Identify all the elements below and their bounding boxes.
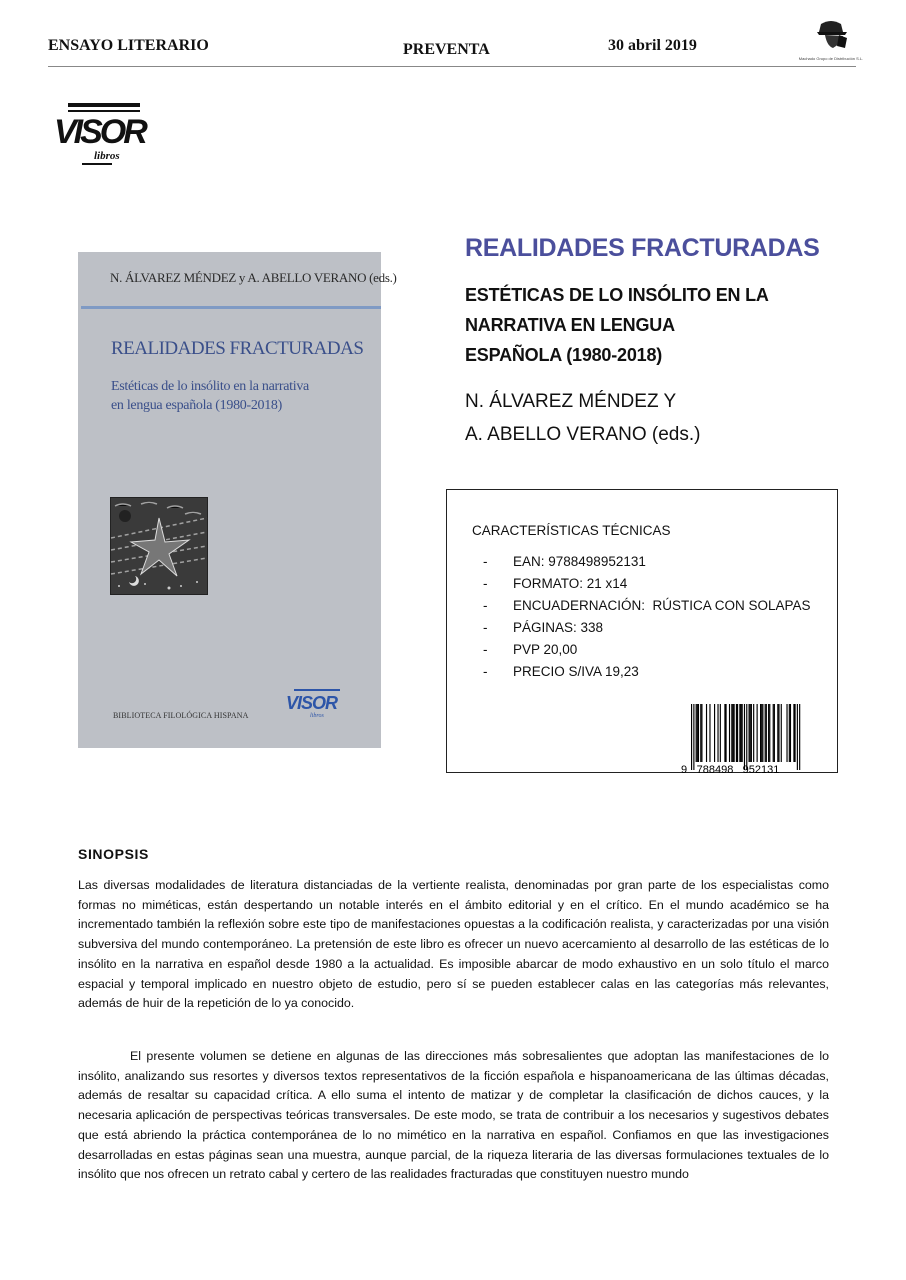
cover-rule <box>81 306 381 309</box>
barcode-bar <box>781 704 782 762</box>
book-authors <box>465 385 700 451</box>
barcode-bar <box>797 704 798 770</box>
book-title: REALIDADES FRACTURADAS <box>465 234 820 262</box>
specs-list <box>483 554 811 686</box>
barcode-digit-first: 9 <box>681 764 688 776</box>
barcode-bar <box>714 704 715 762</box>
barcode-digits-right: 952131 <box>742 764 780 776</box>
cover-subtitle <box>111 377 309 415</box>
synopsis-heading: SINOPSIS <box>78 846 149 862</box>
barcode-bar <box>760 704 761 762</box>
synopsis-paragraph: El presente volumen se detiene en algunas de las direcciones más sobresalientes que adoptan las manifestaciones de lo insólito, analizando sus resortes y diversos textos representativos de la ficción española e hispanoamericana de las últimas décadas, además de resaltar su capacidad crítica. A ello suma el intento de matizar y de completar la clasificación de dichos cauces, y la necesaria aplicación de perspectivas teóricas transversales. De este modo, se trata de contribuir a los necesarios y sugestivos debates que está abriendo la práctica contemporánea de lo no mimético en la narrativa en español. Confiamos en que las investigaciones desarrolladas en estas páginas sean una muestra, aunque parcial, de la riqueza literaria de las diversas formulaciones textuales de lo insólito que nos ofrecen un retrato cabal y certero de las realidades fracturadas que constituyen nuestro mundo <box>78 1049 829 1182</box>
cover-woodcut-illustration <box>110 497 208 595</box>
header-category: ENSAYO LITERARIO <box>48 37 209 54</box>
barcode-bar <box>697 704 698 762</box>
visor-libros-logo <box>54 101 170 167</box>
barcode-bar <box>789 704 790 762</box>
barcode-bar <box>734 704 735 762</box>
barcode-bar <box>737 704 738 762</box>
spec-pvp: PVP 20,00 <box>513 642 578 657</box>
spec-item <box>483 598 811 620</box>
author-line: A. ABELLO VERANO (eds.) <box>465 424 701 445</box>
header-date: 30 abril 2019 <box>608 37 697 54</box>
barcode-bar <box>751 704 752 762</box>
barcode-bar <box>746 704 747 770</box>
barcode-bar <box>768 704 769 762</box>
svg-text:VISOR: VISOR <box>286 693 338 713</box>
cover-authors: N. ÁLVAREZ MÉNDEZ y A. ABELLO VERANO (eds.) <box>110 270 397 285</box>
distributor-logo <box>798 18 864 62</box>
barcode-bar <box>742 704 743 762</box>
barcode-bar <box>706 704 707 762</box>
bullet: - <box>483 642 488 657</box>
cover-subtitle-line: en lengua española (1980-2018) <box>111 398 282 413</box>
spec-price-no-vat: PRECIO S/IVA 19,23 <box>513 664 639 679</box>
barcode-bar <box>729 704 730 762</box>
barcode-bar <box>750 704 751 762</box>
barcode-bar <box>696 704 697 762</box>
spec-pages: PÁGINAS: 338 <box>513 620 604 635</box>
barcode-bar <box>740 704 741 762</box>
barcode-bar <box>717 704 718 762</box>
barcode-bar <box>744 704 745 770</box>
spec-item <box>483 642 811 664</box>
barcode-bar <box>693 704 694 770</box>
svg-text:VISOR: VISOR <box>54 113 145 151</box>
bullet: - <box>483 598 488 613</box>
spec-item <box>483 620 811 642</box>
cover-title: REALIDADES FRACTURADAS <box>111 338 364 359</box>
cover-series: BIBLIOTECA FILOLÓGICA HISPANA <box>113 711 249 720</box>
barcode-bar <box>700 704 701 762</box>
author-line: N. ÁLVAREZ MÉNDEZ Y <box>465 391 677 412</box>
svg-text:Machado Grupo de Distribución: Machado Grupo de Distribución S.L. <box>798 56 864 61</box>
barcode-bar <box>773 704 774 762</box>
barcode-digits-left: 788498 <box>696 764 734 776</box>
bullet: - <box>483 554 488 569</box>
barcode-bar <box>757 704 758 762</box>
book-subtitle <box>465 280 825 370</box>
subtitle-line: ESPAÑOLA (1980-2018) <box>465 345 663 365</box>
barcode-bar <box>766 704 767 762</box>
barcode-bar <box>701 704 702 762</box>
spec-item <box>483 576 811 598</box>
barcode-bar <box>753 704 754 762</box>
svg-text:libros: libros <box>94 150 120 162</box>
cover-visor-logo <box>286 689 356 719</box>
barcode-bar <box>739 704 740 762</box>
subtitle-line: ESTÉTICAS DE LO INSÓLITO EN LA <box>465 285 769 305</box>
barcode-bar <box>786 704 787 762</box>
synopsis-paragraph: Las diversas modalidades de literatura distanciadas de la vertiente realista, denominadas por gran parte de los especialistas como formas no miméticas, están despertando un notable interés en el ámbito editorial y en el crítico. En el mundo académico se ha incrementado también la reflexión sobre este tipo de manifestaciones opuestas a la codificación realista, y caracterizadas por una visión subversiva del mundo contemporáneo. La pretensión de este libro es ofrecer un nuevo acercamiento al desarrollo de las estéticas de lo insólito en la narrativa en español desde 1980 a la actualidad. Es imposible abarcar de modo exhaustivo en un solo título el marco espacial y temporal implicado en nuestro objeto de estudio, pero sí se pueden establecer calas en las categorías más relevantes, además de huir de la repetición de lo ya conocido. <box>78 878 829 1011</box>
barcode-bar <box>777 704 778 762</box>
barcode-bar <box>749 704 750 762</box>
subtitle-line: NARRATIVA EN LENGUA <box>465 315 675 335</box>
barcode-bar <box>774 704 775 762</box>
barcode-bar <box>778 704 779 762</box>
header-divider <box>48 66 856 67</box>
book-cover-image <box>78 252 397 748</box>
specs-heading: CARACTERÍSTICAS TÉCNICAS <box>472 523 671 538</box>
bullet: - <box>483 620 488 635</box>
technical-specs-box <box>446 489 838 776</box>
spec-ean: EAN: 9788498952131 <box>513 554 646 569</box>
barcode-bar <box>691 704 692 770</box>
barcode-bar <box>793 704 794 762</box>
barcode-bar <box>799 704 800 770</box>
barcode-bar <box>765 704 766 762</box>
barcode-bar <box>769 704 770 762</box>
spec-item <box>483 554 811 576</box>
barcode-bar <box>795 704 796 762</box>
barcode-bar <box>736 704 737 762</box>
barcode-bar <box>720 704 721 762</box>
cover-subtitle-line: Estéticas de lo insólito en la narrativa <box>111 379 309 394</box>
barcode-bar <box>762 704 763 762</box>
spec-binding: ENCUADERNACIÓN: RÚSTICA CON SOLAPAS <box>513 598 811 613</box>
spec-format: FORMATO: 21 x14 <box>513 576 628 591</box>
barcode-bar <box>731 704 732 762</box>
ean-barcode <box>681 704 803 774</box>
barcode-bar <box>724 704 725 762</box>
bullet: - <box>483 576 488 591</box>
header-status: PREVENTA <box>403 41 490 58</box>
barcode-bar <box>761 704 762 762</box>
barcode-bar <box>790 704 791 762</box>
barcode-bar <box>698 704 699 762</box>
svg-text:libros: libros <box>310 713 324 719</box>
bullet: - <box>483 664 488 679</box>
barcode-bar <box>726 704 727 762</box>
barcode-bar <box>732 704 733 762</box>
spec-item <box>483 664 811 686</box>
barcode-bar <box>709 704 710 762</box>
